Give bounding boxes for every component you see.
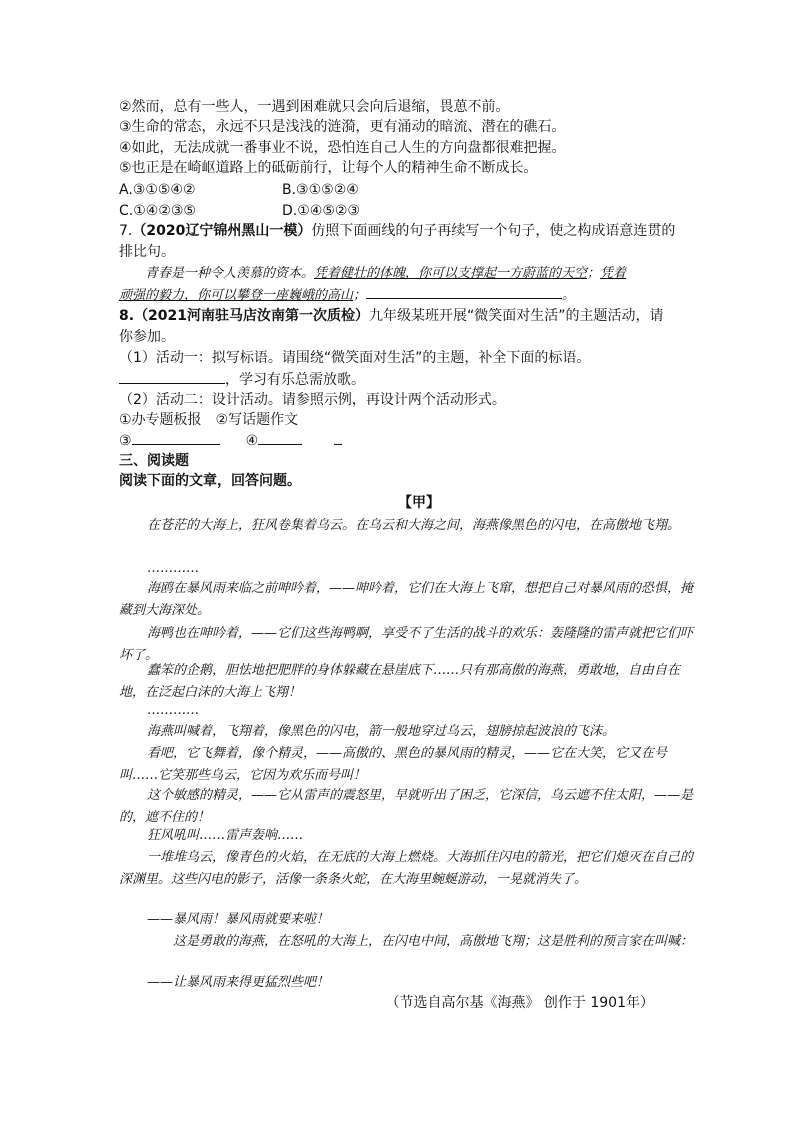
q6-item-4: ④如此，无法成就一番事业不说，恐怕连自己人生的方向盘都很难把握。: [119, 140, 566, 156]
q7-passage-line-1: [145, 264, 698, 284]
q7-passage-lead: 青春是一种令人羡慕的资本。: [145, 266, 315, 281]
q8-examples: ①办专题板报 ②写话题作文: [119, 412, 299, 428]
section-instruction: 阅读下面的文章，回答问题。: [119, 473, 301, 489]
passage-paragraph-9: 一堆堆乌云，像青色的火焰，在无底的大海上燃烧。大海抓住闪电的箭光，把它们熄灭在自己的深渊里。这些闪电的影子，活像一条条火蛇，在大海里蜿蜒游动，一晃就消失了。: [119, 850, 694, 887]
passage-paragraph-8: 狂风吼叫……雷声轰响……: [147, 828, 304, 843]
q7-answer-blank[interactable]: [366, 284, 562, 299]
q8-source: （2021河南驻马店汝南第一次质检）: [134, 308, 370, 324]
q6-option-a: A.③①⑤④②: [119, 182, 196, 198]
section-heading: 三、阅读题: [119, 453, 189, 469]
q7-source: （2020辽宁锦州黑山一模）: [132, 223, 312, 239]
q7-prompt-text: 仿照下面画线的句子再续写一个句子，使之构成语意连贯的: [311, 223, 676, 239]
q7-number: 7.: [119, 223, 133, 239]
q8-prompt: [119, 306, 698, 326]
q6-item-2: ②然而，总有一些人，一遇到困难就只会向后退缩，畏葸不前。: [119, 99, 510, 115]
q8-prompt-line-2: 你参加。: [119, 329, 175, 345]
passage-ellipsis-2: …………: [147, 703, 199, 718]
q6-option-d: D.①④⑤②③: [282, 203, 360, 219]
q6-options-row-1: [119, 180, 698, 200]
q8-number: 8.: [119, 308, 135, 324]
q8-sub-1-answer: [119, 369, 698, 390]
passage-part-title: 【甲】: [398, 495, 440, 511]
q8-blank-4[interactable]: [258, 430, 302, 445]
q6-item-3: ③生命的常态，永远不只是浅浅的涟漪，更有涌动的暗流、潜在的礁石。: [119, 119, 566, 135]
q6-item-5: ⑤也正是在崎岖道路上的砥砺前行，让每个人的精神生命不断成长。: [119, 160, 538, 176]
q7-separator: ；: [587, 266, 601, 281]
q7-underlined-sentence-1: 凭着健壮的体魄，你可以支撑起一方蔚蓝的天空: [314, 266, 588, 281]
q8-blank-3[interactable]: [132, 430, 220, 445]
q8-sub-2: （2）活动二：设计活动。请参照示例，再设计两个活动形式。: [119, 392, 506, 408]
q7-passage-line-2: [119, 284, 698, 306]
q8-slogan-tail: ，学习有乐总需放歌。: [225, 372, 365, 388]
passage-paragraph-4: 蠢笨的企鹅，胆怯地把肥胖的身体躲藏在悬崖底下……只有那高傲的海燕，勇敢地，自由自在地，在泛起白沫的大海上飞翔！: [119, 663, 681, 700]
q8-slogan-blank[interactable]: [119, 369, 225, 384]
passage-ellipsis-1: …………: [147, 561, 199, 576]
q7-period: 。: [562, 288, 576, 303]
passage-paragraph-11: 这是勇敢的海燕，在怒吼的大海上，在闪电中间，高傲地飞翔；这是胜利的预言家在叫喊：: [173, 934, 694, 949]
q6-options-row-2: [119, 201, 698, 221]
passage-paragraph-2: 海鸥在暴风雨来临之前呻吟着，——呻吟着，它们在大海上飞窜，想把自己对暴风雨的恐惧，掩藏到大海深处。: [119, 581, 694, 618]
passage-paragraph-3: 海鸭也在呻吟着，——它们这些海鸭啊，享受不了生活的战斗的欢乐：轰隆隆的雷声就把它们吓坏了。: [119, 626, 694, 663]
q6-option-c: C.①④②③⑤: [119, 203, 196, 219]
q8-sub-1: （1）活动一：拟写标语。请围绕“微笑面对生活”的主题，补全下面的标语。: [119, 350, 591, 366]
q8-prompt-text: 九年级某班开展“微笑面对生活”的主题活动，请: [369, 308, 664, 324]
q7-underlined-sentence-2-end: 顽强的毅力，你可以攀登一座巍峨的高山: [119, 288, 354, 303]
passage-paragraph-12: ——让暴风雨来得更猛烈些吧！: [147, 975, 330, 990]
q8-blank-4-tail: [334, 430, 342, 445]
q8-blank-4-label: ④: [245, 433, 259, 449]
q7-semicolon: ；: [353, 288, 367, 303]
q8-blank-3-label: ③: [119, 433, 132, 449]
passage-paragraph-1: 在苍茫的大海上，狂风卷集着乌云。在乌云和大海之间，海燕像黑色的闪电，在高傲地飞翔。: [147, 518, 681, 533]
passage-paragraph-5: 海燕叫喊着，飞翔着，像黑色的闪电，箭一般地穿过乌云，翅膀掠起波浪的飞沫。: [147, 724, 616, 739]
passage-paragraph-10: ——暴风雨！暴风雨就要来啦！: [147, 912, 330, 927]
passage-paragraph-6: 看吧，它飞舞着，像个精灵，——高傲的、黑色的暴风雨的精灵，——它在大笑，它又在号叫……它笑那些乌云，它因为欢乐而号叫！: [119, 746, 668, 783]
q7-underlined-sentence-2-start: 凭着: [600, 266, 627, 281]
passage-paragraph-7: 这个敏感的精灵，——它从雷声的震怒里，早就听出了困乏，它深信，乌云遮不住太阳，——是的，遮不住的！: [119, 788, 694, 825]
passage-source: （节选自高尔基《海燕》 创作于 1901年）: [385, 995, 654, 1011]
q7-prompt: [119, 221, 698, 241]
q6-option-b: B.③①⑤②④: [282, 182, 359, 198]
q7-prompt-line-2: 排比句。: [119, 244, 175, 260]
q8-answer-blanks: [119, 430, 698, 451]
